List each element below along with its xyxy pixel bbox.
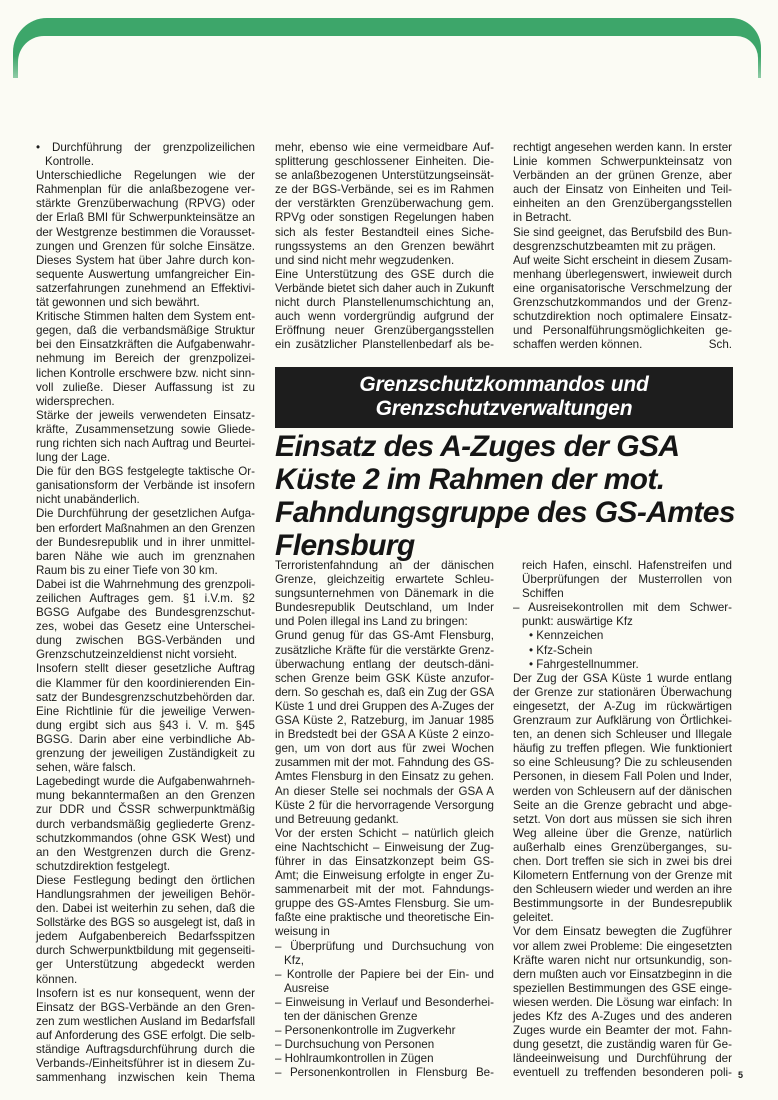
paragraph bbox=[513, 644, 732, 658]
text-line: schen Grenze beim GSK Küste anzufor- bbox=[275, 671, 494, 685]
text-line: Auf weite Sicht erscheint in diesem Zusam- bbox=[513, 253, 732, 267]
paragraph bbox=[275, 629, 494, 826]
text-line bbox=[513, 338, 732, 352]
text-line: Einsatz der BGS-Verbände an den Gren- bbox=[36, 1000, 255, 1014]
text-line: können. bbox=[36, 972, 78, 986]
text-line: ger Unterstützung abgedeckt werden bbox=[36, 958, 255, 972]
text-line: Schiffen bbox=[522, 587, 564, 601]
text-line: Sollstärke des BGS so ausgelegt ist, daß in bbox=[36, 916, 255, 930]
text-line: außerhalb eines Grenzüberganges, su- bbox=[513, 840, 732, 854]
text-line: Amt; die Einweisung erfolgte in enger Zu- bbox=[275, 869, 494, 883]
paragraph bbox=[513, 254, 732, 353]
text-line: Weg alleine über die Grenze, natürlich bbox=[513, 826, 732, 840]
text-line: die Klammer für den koordinierenden Ein- bbox=[36, 676, 255, 690]
paragraph bbox=[275, 141, 494, 268]
text-line: nehmung im Bereich der grenzpolizei- bbox=[36, 352, 255, 366]
paragraph bbox=[36, 578, 255, 663]
text-line: auch der Einsatz von Einheiten und Teil- bbox=[513, 183, 732, 197]
paragraph bbox=[36, 465, 255, 507]
text-line: Verbänden an der grünen Grenze, aber bbox=[513, 169, 732, 183]
text-line: gruppe des GS-Amtes Flensburg. Sie um- bbox=[275, 897, 494, 911]
text-line: – Hohlraumkontrollen in Zügen bbox=[275, 1052, 434, 1066]
text-line: Kfz, bbox=[284, 953, 304, 967]
text-line: – Personenkontrollen in Flensburg Be- bbox=[275, 1066, 494, 1080]
text-line: stärkte Grenzüberwachung (RPVG) oder bbox=[36, 197, 255, 211]
text-line: der Grenze zur stationären Überwachung bbox=[513, 685, 732, 699]
text-line: bei den Einsatzkräften die Aufgabenwahr- bbox=[36, 338, 255, 352]
text-line: se anlaßbezogenen Unterstützungseinsät- bbox=[275, 169, 494, 183]
text-line: mehr, ebenso wie eine vermeidbare Auf- bbox=[275, 141, 494, 154]
column-2-bottom bbox=[275, 559, 494, 1080]
paragraph bbox=[36, 507, 255, 577]
text-line: auch wenn vordergründig aufgrund der bbox=[275, 310, 494, 324]
text-line: Küste 1 und drei Gruppen des A-Zuges der bbox=[275, 699, 494, 713]
author-signature: Sch. bbox=[708, 338, 732, 352]
text-line: GSA Küste 2, Ratzeburg, im Januar 1985 bbox=[275, 714, 494, 728]
text-line: nicht unabänderlich. bbox=[36, 493, 140, 507]
section-banner bbox=[275, 367, 733, 428]
text-line: Insofern stellt dieser gesetzliche Auftrag bbox=[36, 662, 255, 676]
text-line: – Personenkontrolle im Zugverkehr bbox=[275, 1024, 456, 1038]
text-line: sequente Auswertung umfangreicher Ein- bbox=[36, 267, 255, 281]
text-line: ständige Auftragsdurchführung durch die bbox=[36, 1043, 255, 1056]
paragraph bbox=[275, 1024, 494, 1038]
text-line: faßte eine praktische und theoretische Ein- bbox=[275, 911, 494, 925]
paragraph bbox=[36, 409, 255, 465]
text-line: ben erfordert Maßnahmen an den Grenzen bbox=[36, 521, 255, 535]
paragraph bbox=[36, 874, 255, 987]
text-line: rechtigt angesehen werden kann. In erster bbox=[513, 141, 732, 154]
text-line: führer in das Einsatzkonzept beim GS- bbox=[275, 854, 494, 868]
text-line: – Ausreisekontrollen mit dem Schwer- bbox=[513, 601, 732, 615]
text-line: ten, an denen sich Schleuser und Illegale bbox=[513, 728, 732, 742]
text-line: – Überprüfung und Durchsuchung von bbox=[275, 939, 494, 953]
text-line: Eröffnung neuer Grenzübergangsstellen bbox=[275, 324, 494, 338]
text-line: sammenarbeit mit der mot. Fahndungs- bbox=[275, 883, 494, 897]
text-line: der Westgrenze bestimmen die Vorausset- bbox=[36, 225, 255, 239]
text-line: Diese Festlegung bedingt den örtlichen bbox=[36, 873, 255, 887]
text-line: lung der Lage. bbox=[36, 451, 111, 465]
text-line: überwachung entlang der deutsch-däni- bbox=[275, 657, 494, 671]
text-line: Eine Unterstützung des GSE durch die bbox=[275, 267, 494, 281]
text-line: – Einweisung in Verlauf und Besonderhei- bbox=[275, 995, 494, 1009]
text-line: und Betreuung gedankt. bbox=[275, 812, 399, 826]
column-3-top bbox=[513, 141, 732, 352]
text-line: – Kontrolle der Papiere bei der Ein- und bbox=[275, 967, 494, 981]
text-line: schutzkommandos (ohne GSK West) und bbox=[36, 831, 255, 845]
paragraph bbox=[513, 141, 732, 226]
column-3-bottom bbox=[513, 559, 732, 1080]
text-line: der Erlaß BMI für Schwerpunkteinsätze an bbox=[36, 211, 255, 225]
text-line: weisung in bbox=[275, 925, 330, 939]
text-line: • Fahrgestellnummer. bbox=[529, 657, 639, 671]
text-line: Bestimmungsorte in der Bundesrepublik bbox=[513, 897, 732, 911]
paragraph bbox=[275, 1066, 494, 1080]
text-line: ze der BGS-Verbände, sei es im Rahmen bbox=[275, 183, 494, 197]
text-line: kräfte, Zusammensetzung sowie Gliede- bbox=[36, 422, 255, 436]
text-line: Grenze, gleichzeitig erwartete Schleu- bbox=[275, 573, 494, 587]
section-banner-line: Grenzschutzverwaltungen bbox=[375, 397, 633, 420]
text-line: sich als fester Bestandteil eines Siche- bbox=[275, 225, 494, 239]
text-line: und sind nicht mehr wegzudenken. bbox=[275, 253, 455, 267]
text-line: dung zwischen BGS-Verbänden und bbox=[36, 634, 255, 648]
paragraph bbox=[275, 940, 494, 968]
text-line: zen zum westlichen Ausland im Bedarfsfall bbox=[36, 1014, 255, 1028]
text-line: dung gesetzt, die zuständig waren für Ge- bbox=[513, 1038, 732, 1052]
text-line: Unterschiedliche Regelungen wie der bbox=[36, 169, 255, 183]
text-line: satzerfahrungen zunehmend an Effektivi- bbox=[36, 281, 255, 295]
text-line: Verbands-/Einheitsführer ist in diesem Zu- bbox=[36, 1057, 255, 1071]
paragraph bbox=[36, 141, 255, 169]
text-line: wiesen werden. Die Lösung war einfach: In bbox=[513, 995, 732, 1009]
text-line: sungsunternehmen von Dänemark in die bbox=[275, 587, 494, 601]
text-line: mung bekanntermaßen an den Grenzen bbox=[36, 789, 255, 803]
text-line: widersprechen. bbox=[36, 394, 115, 408]
text-line: zeilichen Auftrages gem. §1 i.V.m. §2 bbox=[36, 592, 255, 605]
text-line: Grenzschutzeinzeldienst nicht vorsieht. bbox=[36, 648, 238, 662]
text-line: ein zusätzlicher Planstellenbedarf als be- bbox=[275, 338, 494, 352]
text-line: punkt: auswärtige Kfz bbox=[522, 615, 633, 629]
text-line: dung ergibt sich aus §43 i. V. m. §45 bbox=[36, 718, 255, 732]
text-line: durch Schwerpunktbildung mit gegenseiti- bbox=[36, 944, 255, 958]
text-line: tät gewonnen und sich bewährt. bbox=[36, 296, 200, 310]
text-line: einheiten an den Grenzübergangsstellen bbox=[513, 197, 732, 211]
text-line-content: schaffen werden können. bbox=[513, 338, 643, 352]
paragraph bbox=[36, 662, 255, 775]
text-line: eventuell zu treffenden besonderen poli- bbox=[513, 1066, 732, 1080]
text-line: Eine Richtlinie für die jeweilige Verwen- bbox=[36, 704, 255, 718]
text-line: werden von Schleusern auf der dänischen bbox=[513, 784, 732, 798]
text-line: schutzdirektion festgelegt. bbox=[36, 859, 171, 873]
text-line: gegen, daß die verbandsmäßige Struktur bbox=[36, 324, 255, 338]
text-line: Kritische Stimmen halten dem System ent- bbox=[36, 310, 255, 324]
text-line: den. Dabei ist weiterhin zu sehen, daß die bbox=[36, 902, 255, 916]
text-line: RPVg oder sonstigen Regelungen haben bbox=[275, 211, 494, 225]
text-line: sehen, wäre falsch. bbox=[36, 761, 136, 775]
text-line: Kontrolle. bbox=[45, 155, 94, 169]
text-line: rungssystems an den Grenzen bewährt bbox=[275, 239, 494, 253]
text-line: vor allem zwei Probleme: Die eingesetzten bbox=[513, 939, 732, 953]
text-line: nicht durch Planstellenumschichtung an, bbox=[275, 296, 494, 310]
text-line: Vor dem Einsatz bewegten die Zugführer bbox=[513, 925, 732, 939]
text-line: in Bredstedt bei der GSA A Küste 2 einzo- bbox=[275, 728, 494, 742]
text-line: in Betracht. bbox=[513, 211, 572, 225]
paragraph bbox=[36, 310, 255, 409]
page-number: 5 bbox=[738, 1070, 744, 1080]
text-line: • Kennzeichen bbox=[529, 629, 604, 643]
text-line: reich Hafen, einschl. Hafenstreifen und bbox=[522, 559, 732, 572]
text-line: Kilometern Entfernung von der Grenze mit bbox=[513, 869, 732, 883]
paragraph bbox=[275, 559, 494, 629]
paragraph bbox=[513, 559, 732, 601]
text-line: Kräfte waren nicht nur ortsunkundig, son- bbox=[513, 953, 732, 967]
text-line: dern. So geschah es, daß ein Zug der GSA bbox=[275, 685, 494, 699]
text-line: und Polen illegal ins Land zu bringen: bbox=[275, 615, 468, 629]
text-line: Terroristenfahndung an der dänischen bbox=[275, 559, 494, 572]
paragraph bbox=[275, 1038, 494, 1052]
text-line: Amtes Flensburg in den Einsatz zu gehen. bbox=[275, 770, 494, 784]
text-line: Handlungsrahmen der jeweiligen Behör- bbox=[36, 887, 255, 901]
text-line: Lagebedingt wurde die Aufgabenwahrneh- bbox=[36, 775, 255, 789]
text-line: der Bundesrepublik und in ihrer unmittel- bbox=[36, 535, 255, 549]
text-line: zes, wobei das Gesetz eine Unterschei- bbox=[36, 620, 255, 634]
text-line: gen, um von dort aus für zwei Wochen bbox=[275, 742, 494, 756]
text-line: – Durchsuchung von Personen bbox=[275, 1038, 435, 1052]
text-line: der verstärkten Grenzüberwachung gem. bbox=[275, 197, 494, 211]
paragraph bbox=[36, 775, 255, 874]
text-line: lichen Kontrolle erschwere bzw. nicht sinn- bbox=[36, 366, 255, 380]
text-line: und Personalführungsmöglichkeiten ge- bbox=[513, 324, 732, 338]
text-line: zungen und Grenzen für solche Einsätze. bbox=[36, 239, 255, 253]
text-line: Zuges wurde ein Beamter der mot. Fahn- bbox=[513, 1024, 732, 1038]
text-line: Sie sind geeignet, das Berufsbild des Bun- bbox=[513, 225, 732, 239]
text-line: Ausreise bbox=[284, 981, 330, 995]
article-headline bbox=[275, 430, 745, 562]
headline-line: Fahndungsgruppe des GS-Amtes bbox=[275, 496, 735, 529]
text-line: Bundesrepublik Deutschland, um Inder bbox=[275, 601, 494, 615]
text-line: splitterung geschlossener Einheiten. Die- bbox=[275, 155, 494, 169]
text-line: Vor der ersten Schicht – natürlich gleich bbox=[275, 826, 494, 840]
paragraph bbox=[513, 925, 732, 1080]
text-line: Raum bis zu einer Tiefe von 30 km. bbox=[36, 563, 218, 577]
text-line: zusätzliche Kräfte für die verstärkte Grenz- bbox=[275, 643, 494, 657]
text-line: Personen, in diesem Fall Polen und Inder, bbox=[513, 770, 732, 784]
text-line: auf Anforderung des GSE erfolgt. Die selb- bbox=[36, 1028, 255, 1042]
text-line: • Kfz-Schein bbox=[529, 643, 593, 657]
text-line: ten der dänischen Grenze bbox=[284, 1010, 418, 1023]
text-line: grenzung der jeweiligen Zuständigkeit zu bbox=[36, 747, 255, 761]
text-line: Dieses System hat über Jahre durch kon- bbox=[36, 253, 255, 267]
text-line: ländeeinweisung und Durchführung der bbox=[513, 1052, 732, 1066]
text-line: desgrenzschutzbeamten mit zu prägen. bbox=[513, 239, 717, 253]
text-line: speziellen Bestimmungen des GSE einge- bbox=[513, 981, 732, 995]
text-line: Überprüfungen der Musterrollen von bbox=[522, 573, 732, 587]
text-line: den Schleusern wieder und werden an ihre bbox=[513, 883, 732, 897]
paragraph bbox=[513, 226, 732, 254]
text-line: Rahmenplan für die anlaßbezogene ver- bbox=[36, 183, 255, 197]
text-line: baren Nähe wie auch im grenznahen bbox=[36, 549, 255, 563]
paragraph bbox=[513, 658, 732, 672]
text-line: chen. Dort treffen sie sich in zwei bis drei bbox=[513, 854, 732, 868]
text-line: Grenzschutzkommandos und der Grenz- bbox=[513, 296, 732, 310]
column-2-top bbox=[275, 141, 494, 352]
text-line: dern mußten auch vor Einsatzbeginn in die bbox=[513, 967, 732, 981]
column-1 bbox=[36, 141, 255, 1085]
text-line: Grenzraum zur Aufklärung von Örtlichkei- bbox=[513, 714, 732, 728]
paragraph bbox=[513, 629, 732, 643]
text-line: ganisationsform der Verbände ist insofern bbox=[36, 479, 255, 493]
text-line: satz der Bundesgrenzschutzbehörden dar. bbox=[36, 690, 255, 704]
text-line: eingesetzt, der A-Zug im rückwärtigen bbox=[513, 699, 732, 713]
paragraph bbox=[275, 996, 494, 1024]
text-line: durch verbandsmäßig gegliederte Grenz- bbox=[36, 817, 255, 831]
text-line: geleitet. bbox=[513, 911, 554, 925]
text-line: An dieser Stelle sei nochmals der GSA A bbox=[275, 784, 494, 798]
text-line: Linie kommen Schwerpunkteinsatz von bbox=[513, 155, 732, 169]
text-line: Die Durchführung der gesetzlichen Aufga- bbox=[36, 507, 255, 521]
section-banner-line: Grenzschutzkommandos und bbox=[359, 373, 649, 396]
text-line: rung richten sich nach Auftrag und Beurtei- bbox=[36, 436, 255, 450]
text-line: Die für den BGS festgelegte taktische Or- bbox=[36, 465, 255, 479]
headline-line: Küste 2 im Rahmen der mot. bbox=[275, 463, 665, 496]
text-line: BGSG. Darin aber eine verbindliche Ab- bbox=[36, 732, 255, 746]
paragraph bbox=[513, 601, 732, 629]
text-line: an den Westgrenzen durch die Grenz- bbox=[36, 845, 255, 859]
text-line: schutzdirektion noch optimalere Einsatz- bbox=[513, 310, 732, 324]
paragraph bbox=[275, 1052, 494, 1066]
paragraph bbox=[275, 827, 494, 940]
text-line: eine organisatorische Verschmelzung der bbox=[513, 281, 732, 295]
text-line: Verbände bietet sich daher auch in Zukunft bbox=[275, 281, 494, 295]
paragraph bbox=[36, 987, 255, 1086]
paragraph bbox=[275, 968, 494, 996]
text-line: jedem Aufgabenbereich Bedarfsspitzen bbox=[36, 930, 255, 944]
text-line: zur DDR und ČSSR schwerpunktmäßig bbox=[36, 803, 255, 817]
text-line: Küste 2 für die hervorragende Versorgung bbox=[275, 798, 494, 812]
text-line: jedes Kfz des A-Zuges und des anderen bbox=[513, 1010, 732, 1023]
text-line: • Durchführung der grenzpolizeilichen bbox=[36, 141, 255, 154]
text-line: BGSG Aufgabe des Bundesgrenzschut- bbox=[36, 606, 255, 620]
text-line: Grund genug für das GS-Amt Flensburg, bbox=[275, 629, 494, 643]
text-line: sammenhang inzwischen kein Thema bbox=[36, 1071, 255, 1085]
text-line: Stärke der jeweils verwendeten Einsatz- bbox=[36, 408, 255, 422]
text-line: Insofern ist es nur konsequent, wenn der bbox=[36, 986, 255, 1000]
text-line: Dabei ist die Wahrnehmung des grenzpoli- bbox=[36, 577, 255, 591]
text-line: voll zuließe. Dieser Auffassung ist zu bbox=[36, 380, 255, 394]
text-line: so eine Schleusung? Die zu schleusenden bbox=[513, 756, 732, 770]
text-line: menhang überlegenswert, inwieweit durch bbox=[513, 267, 732, 281]
text-line: setzt. Von dort aus müssen sie sich ihren bbox=[513, 812, 732, 826]
paragraph bbox=[513, 672, 732, 926]
text-line: eine Nachtschicht – Einweisung der Zug- bbox=[275, 840, 494, 854]
text-line: häufig zu treffen pflegen. Wie funktioniert bbox=[513, 742, 732, 756]
paragraph bbox=[36, 169, 255, 310]
headline-line: Einsatz des A-Zuges der GSA bbox=[275, 430, 680, 463]
text-line: Der Zug der GSA Küste 1 wurde entlang bbox=[513, 671, 732, 685]
text-line: Seite an die Grenze gebracht und abge- bbox=[513, 798, 732, 812]
band-fade bbox=[0, 56, 778, 106]
headline-line: Flensburg bbox=[275, 529, 415, 562]
paragraph bbox=[275, 268, 494, 353]
text-line: zusammen mit der mot. Fahndung des GS- bbox=[275, 756, 494, 770]
